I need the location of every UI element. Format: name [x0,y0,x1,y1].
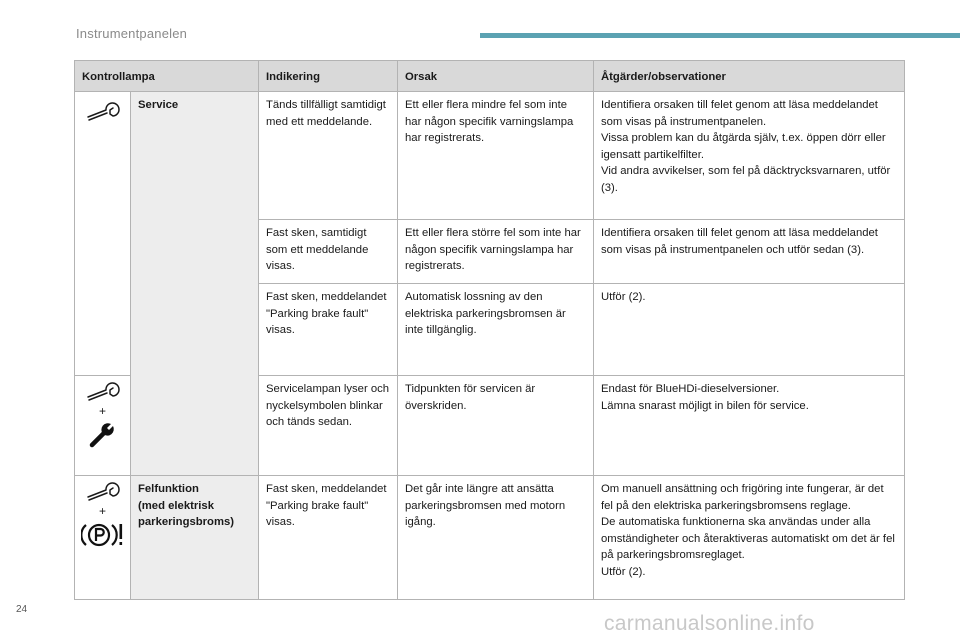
header-indikering: Indikering [259,61,398,92]
atgard-line: Vid andra avvikelser, som fel på däcktrycksvarnaren, utför (3). [601,165,891,194]
watermark: carmanualsonline.info [604,612,815,635]
plus-sign: + [98,504,106,518]
orsak-cell: Ett eller flera större fel som inte har någon specifik varningslampa har registrerats. [398,220,594,284]
service-icon-cell [75,92,131,376]
warning-lamp-table [74,60,905,600]
header-atgarder: Åtgärder/observationer [594,61,905,92]
indikering-cell: Fast sken, meddelandet "Parking brake fault" visas. [259,284,398,376]
orsak-cell: Tidpunkten för servicen är överskriden. [398,376,594,476]
header-orsak: Orsak [398,61,594,92]
atgard-cell [594,476,905,600]
parking-brake-fault-icon [81,520,125,550]
felfunktion-icon-cell [75,476,131,600]
atgard-cell [594,376,905,476]
table-row [75,476,905,600]
orsak-cell: Automatisk lossning av den elektriska parkeringsbromsen är inte tillgänglig. [398,284,594,376]
table-header-row [75,61,905,92]
service-spanner-outline-icon [86,102,120,122]
atgard-line: Utför (2). [601,565,646,578]
atgard-cell [594,92,905,220]
felfunktion-name-line: (med elektrisk [138,499,214,512]
table-row [75,92,905,220]
atgard-line: Lämna snarast möjligt in bilen för service. [601,399,809,412]
felfunktion-name-cell [131,476,259,600]
atgard-line: De automatiska funktionerna ska användas under alla omständigheter och återaktiveras automatiskt om det är fel på parkeringsbromsreglaget. [601,516,895,561]
atgard-line: Vissa problem kan du åtgärda själv, t.ex. öppen dörr eller igensatt partikelfilter. [601,132,886,161]
header-accent-bar [480,33,960,38]
indikering-cell: Fast sken, meddelandet "Parking brake fault" visas. [259,476,398,600]
atgard-cell: Identifiera orsaken till felet genom att läsa meddelandet som visas på instrumentpanelen och utför sedan (3). [594,220,905,284]
indikering-cell: Tänds tillfälligt samtidigt med ett meddelande. [259,92,398,220]
atgard-line: Endast för BlueHDi-dieselversioner. [601,383,780,395]
service-wrench-icon-cell [75,376,131,476]
service-spanner-outline-icon [86,382,120,402]
indikering-cell: Servicelampan lyser och nyckelsymbolen blinkar och tänds sedan. [259,376,398,476]
service-spanner-outline-icon [86,482,120,502]
felfunktion-name-line: Felfunktion [138,483,199,495]
header-kontrollampa: Kontrollampa [75,61,259,92]
orsak-cell: Det går inte längre att ansätta parkeringsbromsen med motorn igång. [398,476,594,600]
atgard-line: Om manuell ansättning och frigöring inte fungerar, är det fel på den elektriska parkeringsbromsens reglage. [601,483,884,512]
page-number: 24 [16,604,28,615]
service-name-cell: Service [131,92,259,476]
section-title: Instrumentpanelen [76,26,188,41]
orsak-cell: Ett eller flera mindre fel som inte har någon specifik varningslampa har registrerats. [398,92,594,220]
felfunktion-name-line: parkeringsbroms) [138,516,235,528]
atgard-line: Identifiera orsaken till felet genom att läsa meddelandet som visas på instrumentpanelen. [601,99,878,128]
indikering-cell: Fast sken, samtidigt som ett meddelande visas. [259,220,398,284]
atgard-cell: Utför (2). [594,284,905,376]
wrench-icon [89,420,117,448]
plus-sign: + [98,404,106,418]
